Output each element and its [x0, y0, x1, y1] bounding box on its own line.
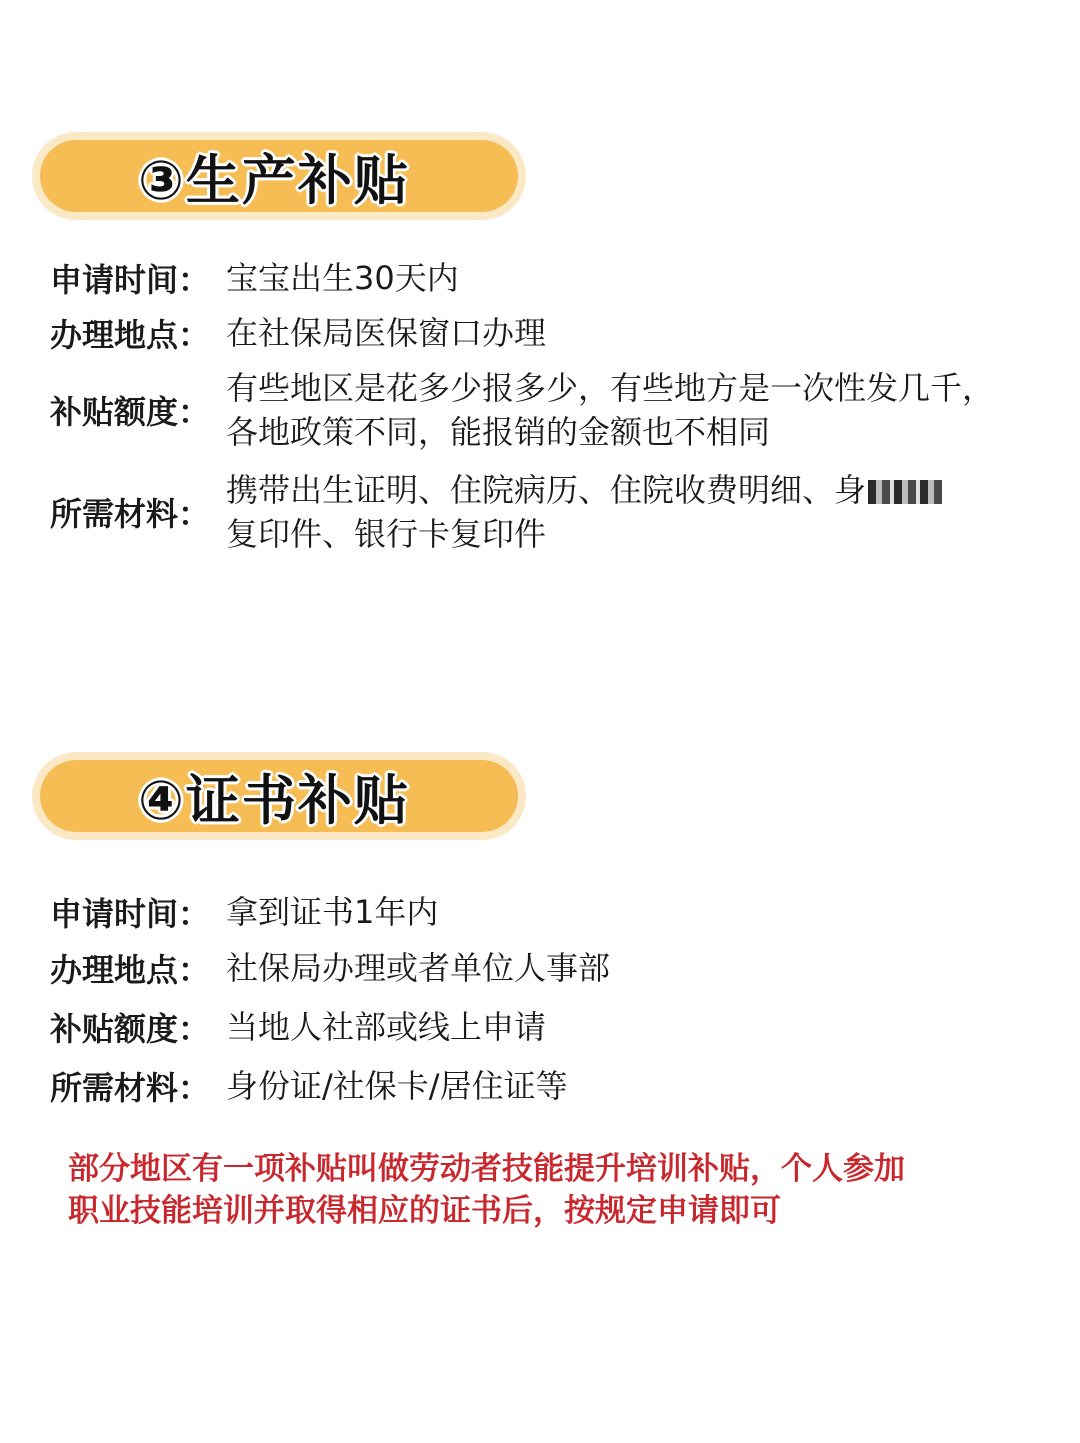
info-row-amount: [50, 1005, 1060, 1049]
row-value: 宝宝出生30天内: [226, 259, 459, 297]
section-title-banner: [32, 132, 526, 220]
row-label: 办理地点：: [50, 316, 211, 354]
row-label: 补贴额度：: [50, 1010, 211, 1048]
row-value: 携带出生证明、住院病历、住院收费明细、身 复印件、银行卡复印件: [226, 468, 942, 556]
info-row-apply-time: [50, 890, 1060, 934]
section-title: ③生产补贴: [138, 148, 410, 212]
section-title: ④证书补贴: [138, 768, 410, 832]
info-row-materials: [50, 468, 1060, 556]
highlight-note: 部分地区有一项补贴叫做劳动者技能提升培训补贴，个人参加 职业技能培训并取得相应的证书后，按规定申请即可: [68, 1151, 905, 1229]
row-label: 申请时间：: [50, 261, 211, 299]
info-row-location: [50, 311, 1060, 355]
info-row-apply-time: [50, 256, 1060, 300]
row-value: 拿到证书1年内: [226, 893, 439, 931]
row-label: 所需材料：: [50, 495, 211, 533]
row-value: 社保局办理或者单位人事部: [226, 949, 611, 987]
row-label: 申请时间：: [50, 895, 211, 933]
section-title-banner: [32, 752, 526, 840]
row-value: 身份证/社保卡/居住证等: [226, 1067, 568, 1105]
row-label: 办理地点：: [50, 951, 211, 989]
row-value: 在社保局医保窗口办理: [226, 314, 547, 352]
info-row-location: [50, 946, 1060, 990]
row-label: 所需材料：: [50, 1069, 211, 1107]
row-value: 当地人社部或线上申请: [226, 1008, 547, 1046]
info-row-amount: [50, 366, 1060, 454]
row-label: 补贴额度：: [50, 393, 211, 431]
row-value: 有些地区是花多少报多少，有些地方是一次性发几千， 各地政策不同，能报销的金额也不相同: [226, 369, 995, 451]
info-row-materials: [50, 1064, 1060, 1108]
redacted-text-block: [868, 480, 942, 504]
